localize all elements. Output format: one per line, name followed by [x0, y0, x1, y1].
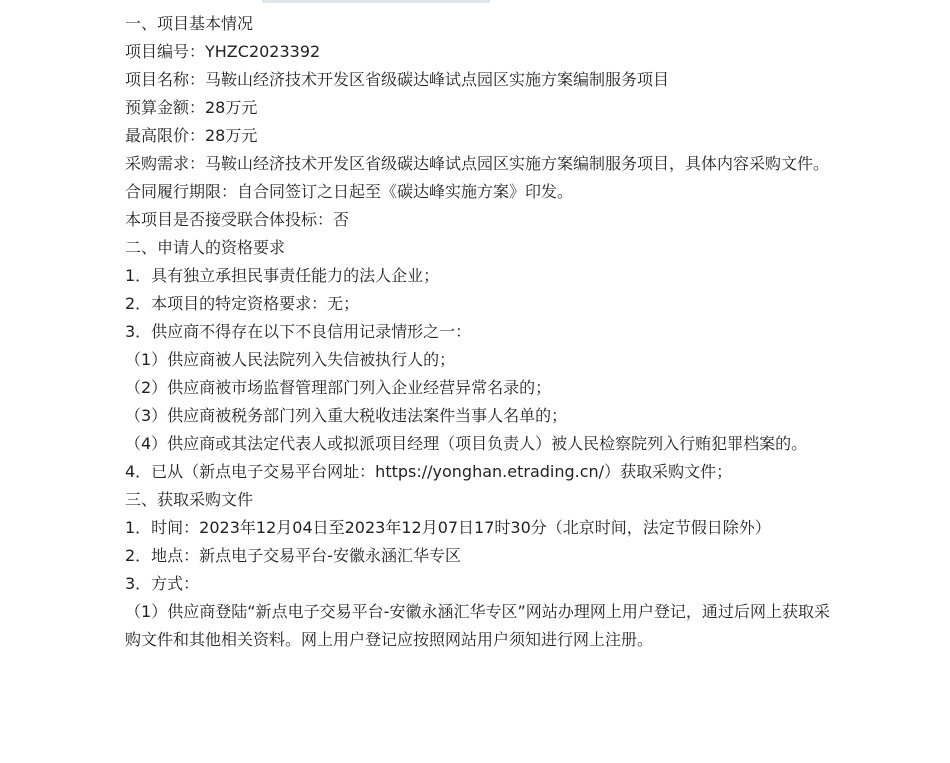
max-price: 最高限价：28万元 — [125, 126, 258, 145]
obtain-time: 1．时间：2023年12月04日至2023年12月07日17时30分（北京时间，法定节假日除外） — [125, 518, 771, 537]
requirement-subitem: （2）供应商被市场监督管理部门列入企业经营异常名录的； — [125, 378, 552, 397]
project-number: 项目编号：YHZC2023392 — [125, 42, 321, 61]
procurement-demand: 采购需求：马鞍山经济技术开发区省级碳达峰试点园区实施方案编制服务项目，具体内容采购文件。 — [125, 154, 830, 173]
obtain-method: 3．方式： — [125, 574, 200, 593]
section-heading-obtain-documents: 三、获取采购文件 — [125, 490, 254, 509]
top-divider — [262, 0, 490, 3]
requirement-item: 4．已从（新点电子交易平台网址：https://yonghan.etrading.cn/）获取采购文件； — [125, 462, 733, 481]
requirement-subitem: （1）供应商被人民法院列入失信被执行人的； — [125, 350, 456, 369]
requirement-item: 3．供应商不得存在以下不良信用记录情形之一： — [125, 322, 472, 341]
requirement-item: 2．本项目的特定资格要求：无； — [125, 294, 360, 313]
contract-period: 合同履行期限：自合同签订之日起至《碳达峰实施方案》印发。 — [125, 182, 574, 201]
budget-amount: 预算金额：28万元 — [125, 98, 258, 117]
section-heading-basic-info: 一、项目基本情况 — [125, 14, 254, 33]
announcement-body — [125, 10, 830, 654]
obtain-method-detail: （1）供应商登陆“新点电子交易平台-安徽永涵汇华专区”网站办理网上用户登记，通过后网上获取采购文件和其他相关资料。网上用户登记应按照网站用户须知进行网上注册。 — [125, 602, 830, 649]
requirement-subitem: （3）供应商被税务部门列入重大税收违法案件当事人名单的； — [125, 406, 568, 425]
requirement-item: 1．具有独立承担民事责任能力的法人企业； — [125, 266, 440, 285]
consortium-bid: 本项目是否接受联合体投标：否 — [125, 210, 350, 229]
requirement-subitem: （4）供应商或其法定代表人或拟派项目经理（项目负责人）被人民检察院列入行贿犯罪档案的。 — [125, 434, 808, 453]
project-name: 项目名称：马鞍山经济技术开发区省级碳达峰试点园区实施方案编制服务项目 — [125, 70, 670, 89]
obtain-location: 2．地点：新点电子交易平台-安徽永涵汇华专区 — [125, 546, 461, 565]
section-heading-qualifications: 二、申请人的资格要求 — [125, 238, 286, 257]
